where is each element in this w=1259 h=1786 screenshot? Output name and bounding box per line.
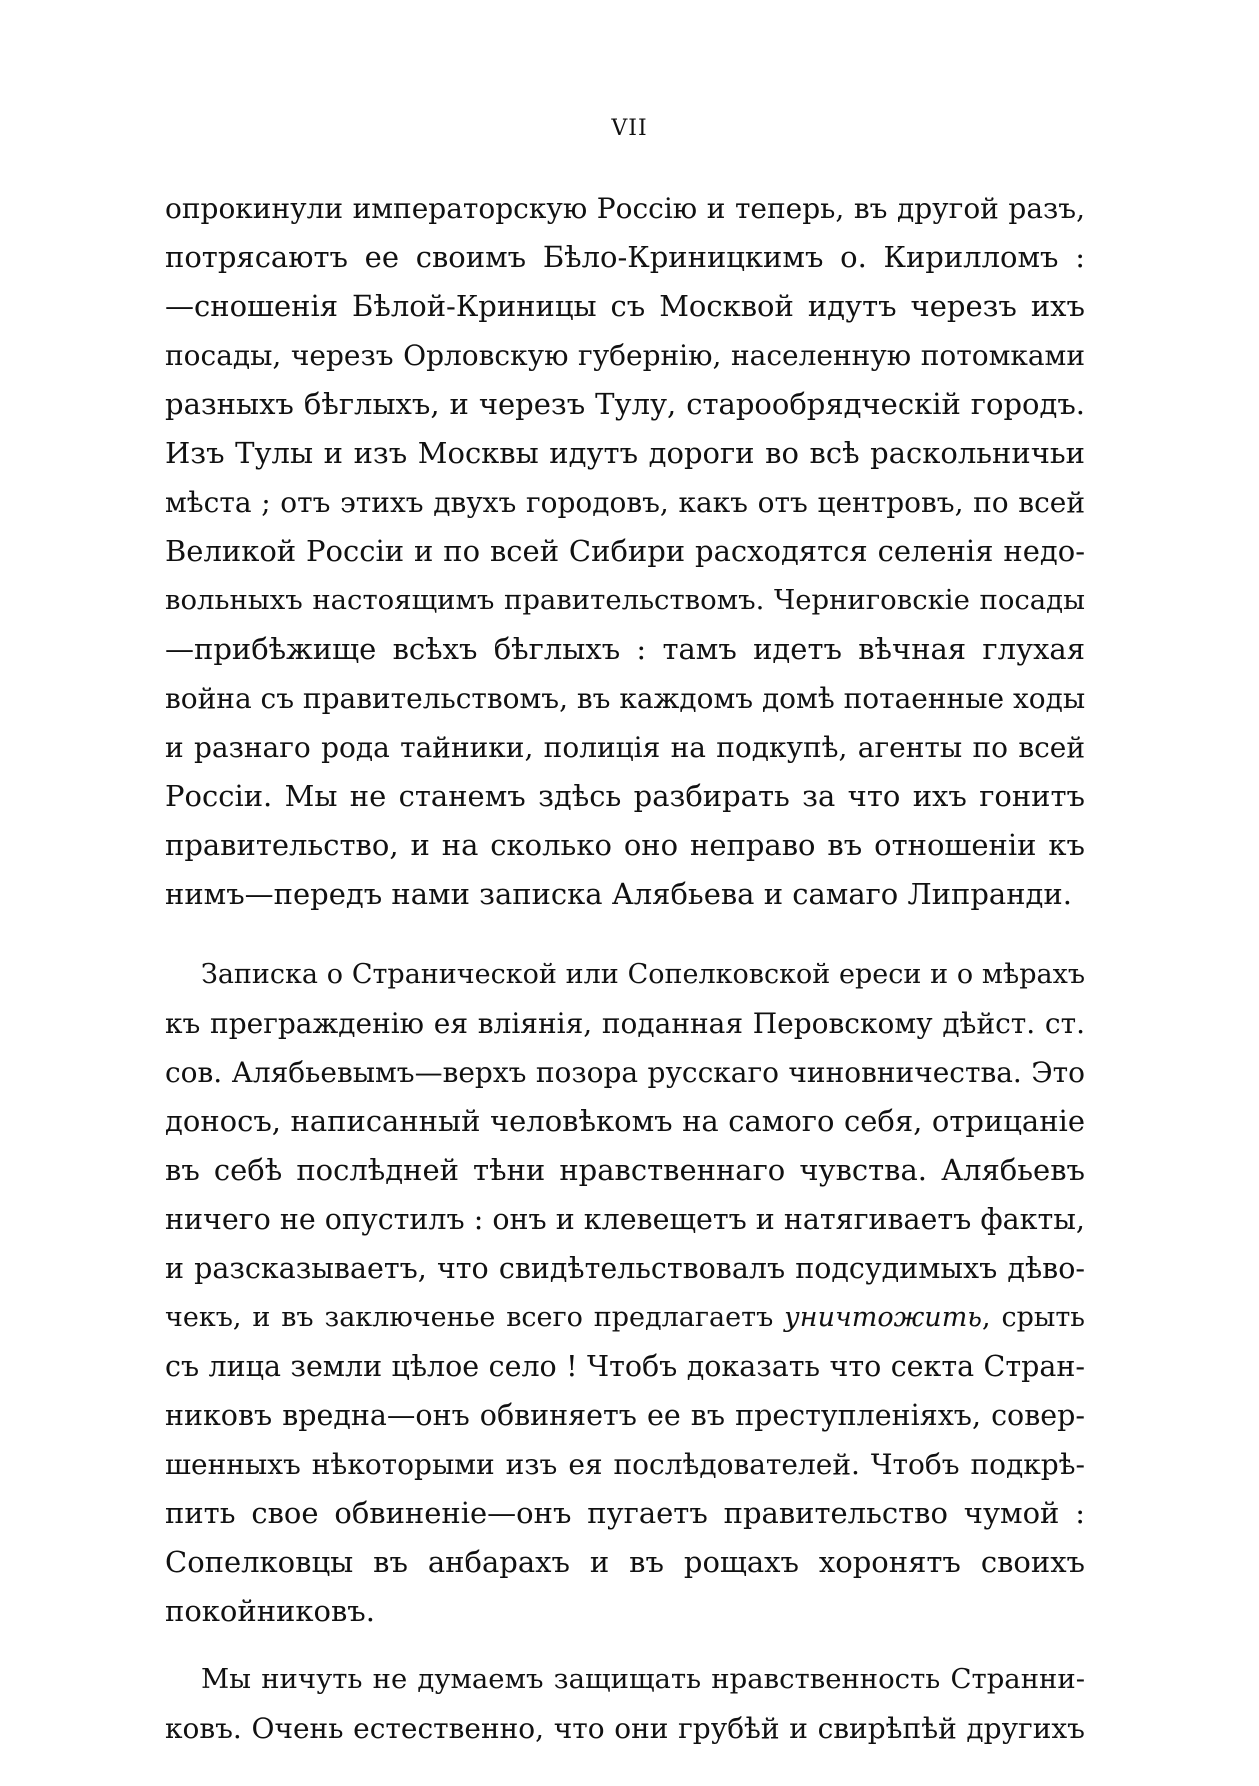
text-line: къ прегражденію ея вліянія, поданная Перовскому дѣйст. ст. <box>165 1007 1085 1040</box>
text-line: покойниковъ. <box>165 1594 375 1628</box>
text-line: никовъ вредна—онъ обвиняетъ ее въ преступленіяхъ, совер- <box>165 1399 1085 1432</box>
text-line: Сопелковцы въ анбарахъ и въ рощахъ хоронятъ своихъ <box>165 1545 1085 1579</box>
text-line: Великой Россіи и по всей Сибири расходятся селенія недо- <box>165 534 1085 568</box>
text-line: и разсказываетъ, что свидѣтельствовалъ подсудимыхъ дѣво- <box>165 1252 1085 1285</box>
text-line: потрясаютъ ее своимъ Бѣло-Криницкимъ о. Кирилломъ : <box>165 240 1085 274</box>
text-line: сов. Алябьевымъ—верхъ позора русскаго чиновничества. Это <box>165 1056 1085 1089</box>
text-segment: чекъ, и въ заключенье всего предлагаетъ <box>165 1302 785 1333</box>
text-line: нимъ—передъ нами записка Алябьева и самаго Липранди. <box>165 877 1072 911</box>
text-line: Изъ Тулы и изъ Москвы идутъ дороги во всѣ раскольничьи <box>165 436 1085 470</box>
text-line: ковъ. Очень естественно, что они грубѣй и свирѣпѣй другихъ <box>165 1712 1085 1745</box>
paragraph-2 <box>165 950 1085 1636</box>
paragraph-1 <box>165 184 1085 919</box>
text-line: Россіи. Мы не станемъ здѣсь разбирать за что ихъ гонитъ <box>165 779 1085 813</box>
text-line: посады, черезъ Орловскую губернію, населенную потомками <box>165 339 1085 372</box>
text-line: война съ правительствомъ, въ каждомъ домѣ потаенные ходы <box>165 682 1086 715</box>
text-line: —прибѣжище всѣхъ бѣглыхъ : тамъ идетъ вѣчная глухая <box>165 632 1085 666</box>
text-line: въ себѣ послѣдней тѣни нравственнаго чувства. Алябьевъ <box>165 1153 1085 1187</box>
text-line: ничего не опустилъ : онъ и клевещетъ и натягиваетъ факты, <box>165 1203 1085 1236</box>
text-line: Записка о Странической или Сопелковской ереси и о мѣрахъ <box>201 959 1085 990</box>
text-line-with-emphasis <box>165 1293 1085 1342</box>
emphasized-word: уничтожить <box>784 1302 982 1333</box>
text-line: разныхъ бѣглыхъ, и черезъ Тулу, старообрядческій городъ. <box>165 387 1085 421</box>
text-line: —сношенія Бѣлой-Криницы съ Москвой идутъ черезъ ихъ <box>165 289 1085 323</box>
paragraph-3 <box>165 1655 1085 1753</box>
text-line: пить свое обвиненіе—онъ пугаетъ правительство чумой : <box>165 1496 1085 1530</box>
text-line: съ лица земли цѣлое село ! Чтобъ доказать что секта Стран- <box>165 1350 1085 1383</box>
text-line: правительство, и на сколько оно неправо въ отношеніи къ <box>165 828 1085 862</box>
page-number: VII <box>611 116 648 141</box>
text-line: мѣста ; отъ этихъ двухъ городовъ, какъ отъ центровъ, по всей <box>165 486 1085 519</box>
text-line: доносъ, написанный человѣкомъ на самого себя, отрицаніе <box>165 1104 1085 1138</box>
text-line: и разнаго рода тайники, полиція на подкупѣ, агенты по всей <box>165 731 1085 764</box>
text-segment: , срыть <box>982 1302 1085 1333</box>
text-line: вольныхъ настоящимъ правительствомъ. Черниговскіе посады <box>165 584 1085 616</box>
text-line: шенныхъ нѣкоторыми изъ ея послѣдователей. Чтобъ подкрѣ- <box>165 1448 1085 1481</box>
text-line: Мы ничуть не думаемъ защищать нравственность Странни- <box>201 1663 1085 1695</box>
text-line: опрокинули императорскую Россію и теперь, въ другой разъ, <box>165 192 1085 225</box>
